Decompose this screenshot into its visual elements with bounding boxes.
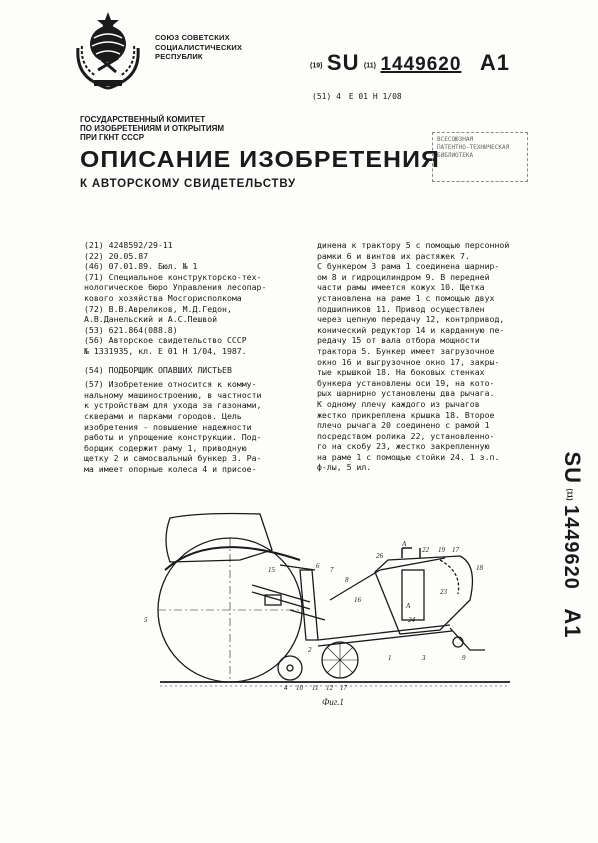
label-3: 3	[422, 654, 426, 662]
side-inid-11: (11)	[565, 488, 573, 501]
biblio-line: (53) 621.864(088.8)	[84, 324, 178, 335]
label-17: 17	[452, 546, 459, 554]
label-15: 15	[268, 566, 275, 574]
abstract-line: нальному машиностроению, в частности	[84, 389, 262, 400]
org-line: СОЮЗ СОВЕТСКИХ	[155, 33, 230, 42]
document-title: ОПИСАНИЕ ИЗОБРЕТЕНИЯ	[80, 146, 440, 172]
committee-name	[80, 115, 224, 142]
abstract-line: С бункером 3 рама 1 соединена шарнир-	[317, 261, 500, 272]
technical-drawing	[140, 510, 520, 690]
biblio-line: № 1331935, кл. Е 01 Н 1/04, 1987.	[84, 345, 247, 356]
support-wheel	[278, 656, 302, 680]
label-23: 23	[440, 588, 447, 596]
abstract-line: (57) Изобретение относится к комму-	[84, 379, 257, 390]
abstract-line: конический редуктор 14 и карданную пе-	[317, 324, 505, 335]
abstract-line: ма имеет опорные колеса 4 и присое-	[84, 463, 257, 474]
abstract-line: части рамы имеется кожух 10. Щетка	[317, 282, 485, 293]
part-labels	[144, 540, 484, 690]
patent-number: 1449620	[380, 54, 462, 75]
inid-51: (51) 4	[312, 92, 341, 101]
patent-number-line	[310, 50, 510, 76]
side-patent-number	[552, 410, 592, 680]
abstract-line: работы и упрощение конструкции. Под-	[84, 432, 262, 443]
right-column	[317, 240, 547, 473]
biblio-line: (21) 4248592/29-11	[84, 240, 173, 250]
document-subtitle: К АВТОРСКОМУ СВИДЕТЕЛЬСТВУ	[80, 178, 296, 190]
label-17-bottom: 17	[340, 684, 347, 690]
label-6: 6	[316, 562, 320, 570]
label-A-top: A	[402, 540, 407, 548]
label-16: 16	[354, 596, 361, 604]
biblio-line: (72) В.В.Авреликов, М.Д.Гедон,	[84, 303, 232, 314]
biblio-line: кового хозяйства Мосгорисполкома	[84, 292, 242, 303]
label-7: 7	[330, 566, 334, 574]
label-26: 26	[376, 552, 383, 560]
committee-line: ПРИ ГКНТ СССР	[80, 133, 145, 142]
ipc-value: E 01 H 1/08	[348, 92, 402, 101]
label-9: 9	[462, 654, 466, 662]
biblio-line: (46) 07.01.89. Бюл. № 1	[84, 261, 198, 272]
abstract-line: через цепную передачу 12, контрпривод,	[317, 314, 505, 325]
biblio-line: (56) Авторское свидетельство СССР	[84, 335, 247, 346]
abstract-line: на раме 1 с помощью стойки 24. 1 з.п.	[317, 451, 500, 462]
abstract-line: жестко прикреплена крышка 18. Второе	[317, 409, 495, 420]
abstract-line: рых шарнирно установлены два рычага.	[317, 388, 495, 399]
abstract-line: динена к трактору 5 с помощью персонной	[317, 240, 510, 250]
label-A-bottom: A	[406, 602, 411, 610]
country-code: SU	[326, 50, 360, 75]
stamp-line: БИБЛИОТЕКА	[437, 152, 474, 159]
library-stamp	[432, 132, 528, 182]
label-18: 18	[476, 564, 483, 572]
tractor-cab	[166, 514, 272, 563]
label-11: 11	[312, 684, 319, 690]
label-12: 12	[326, 684, 333, 690]
stamp-line: ВСЕСОЮЗНАЯ	[437, 136, 474, 143]
abstract-line: установлена на раме 1 с помощью двух	[317, 292, 495, 303]
label-1: 1	[388, 654, 392, 662]
invention-title: (54) ПОДБОРЩИК ОПАВШИХ ЛИСТЬЕВ	[84, 364, 232, 375]
abstract-line: редачу 15 от вала отбора мощности	[317, 335, 480, 346]
org-line: СОЦИАЛИСТИЧЕСКИХ	[155, 42, 243, 52]
abstract-line: тые крышкой 18. На боковых стенках	[317, 367, 485, 378]
abstract-line: борщик содержит раму 1, приводную	[84, 442, 247, 453]
side-kind-code: A1	[560, 608, 585, 639]
main-frame	[318, 625, 452, 646]
label-22: 22	[422, 546, 429, 554]
abstract-line: бункера установлены оси 19, на кото-	[317, 377, 495, 388]
committee-line: ПО ИЗОБРЕТЕНИЯМ И ОТКРЫТИЯМ	[80, 124, 225, 133]
mount-frame	[300, 570, 318, 640]
label-10: 10	[296, 684, 303, 690]
inid-19: (19)	[310, 62, 323, 70]
label-4: 4	[284, 684, 288, 690]
abstract-line: ом 8 и гидроцилиндром 9. В передней	[317, 271, 490, 282]
biblio-line: нологическое бюро Управления лесопар-	[84, 282, 267, 293]
abstract-line: К одному плечу каждого из рычагов	[317, 398, 480, 409]
label-8: 8	[345, 576, 349, 584]
abstract-line: плечо рычага 20 соединено с рамой 1	[317, 420, 490, 431]
committee-line: ГОСУДАРСТВЕННЫЙ КОМИТЕТ	[80, 115, 206, 124]
abstract-line: го на скобу 23, жестко закрепленную	[317, 441, 490, 452]
abstract-line: подшипников 11. Привод осуществлен	[317, 303, 485, 314]
state-emblem	[72, 8, 144, 90]
abstract-line: окно 16 и выгрузочное окно 17, закры-	[317, 356, 500, 367]
inid-11: (11)	[363, 62, 376, 70]
label-19: 19	[438, 546, 445, 554]
abstract-line: изобретения - повышение надежности	[84, 421, 252, 432]
abstract-line: скверами и парками городов. Цель	[84, 410, 242, 421]
kind-code: A1	[479, 50, 510, 75]
label-5: 5	[144, 616, 148, 624]
left-column	[84, 240, 306, 474]
side-patent-number-value: 1449620	[560, 505, 582, 590]
abstract-line: трактора 5. Бункер имеет загрузочное	[317, 345, 495, 356]
abstract-line: посредством ролика 22, установленно-	[317, 430, 495, 441]
stamp-line: ПАТЕНТНО-ТЕХНИЧЕСКАЯ	[437, 144, 510, 151]
label-2: 2	[308, 646, 312, 654]
abstract-line: рамки 6 и винтов их растяжек 7.	[317, 250, 470, 261]
abstract-line: щетку 2 и самосвальный бункер 3. Ра-	[84, 453, 262, 464]
org-line: РЕСПУБЛИК	[155, 52, 203, 61]
label-24: 24	[408, 616, 415, 624]
abstract-line: к устройствам для ухода за газонами,	[84, 400, 262, 411]
ipc-classification	[312, 92, 402, 101]
abstract-line: ф-лы, 5 ил.	[317, 462, 372, 473]
biblio-line: (22) 20.05.87	[84, 250, 149, 261]
biblio-line: (71) Специальное конструкторско-тех-	[84, 271, 262, 282]
side-country-code: SU	[560, 451, 585, 485]
org-name	[155, 33, 242, 62]
biblio-line: А.В.Данельский и А.С.Пешвой	[84, 314, 218, 325]
figure-caption: Фиг.1	[322, 697, 344, 707]
